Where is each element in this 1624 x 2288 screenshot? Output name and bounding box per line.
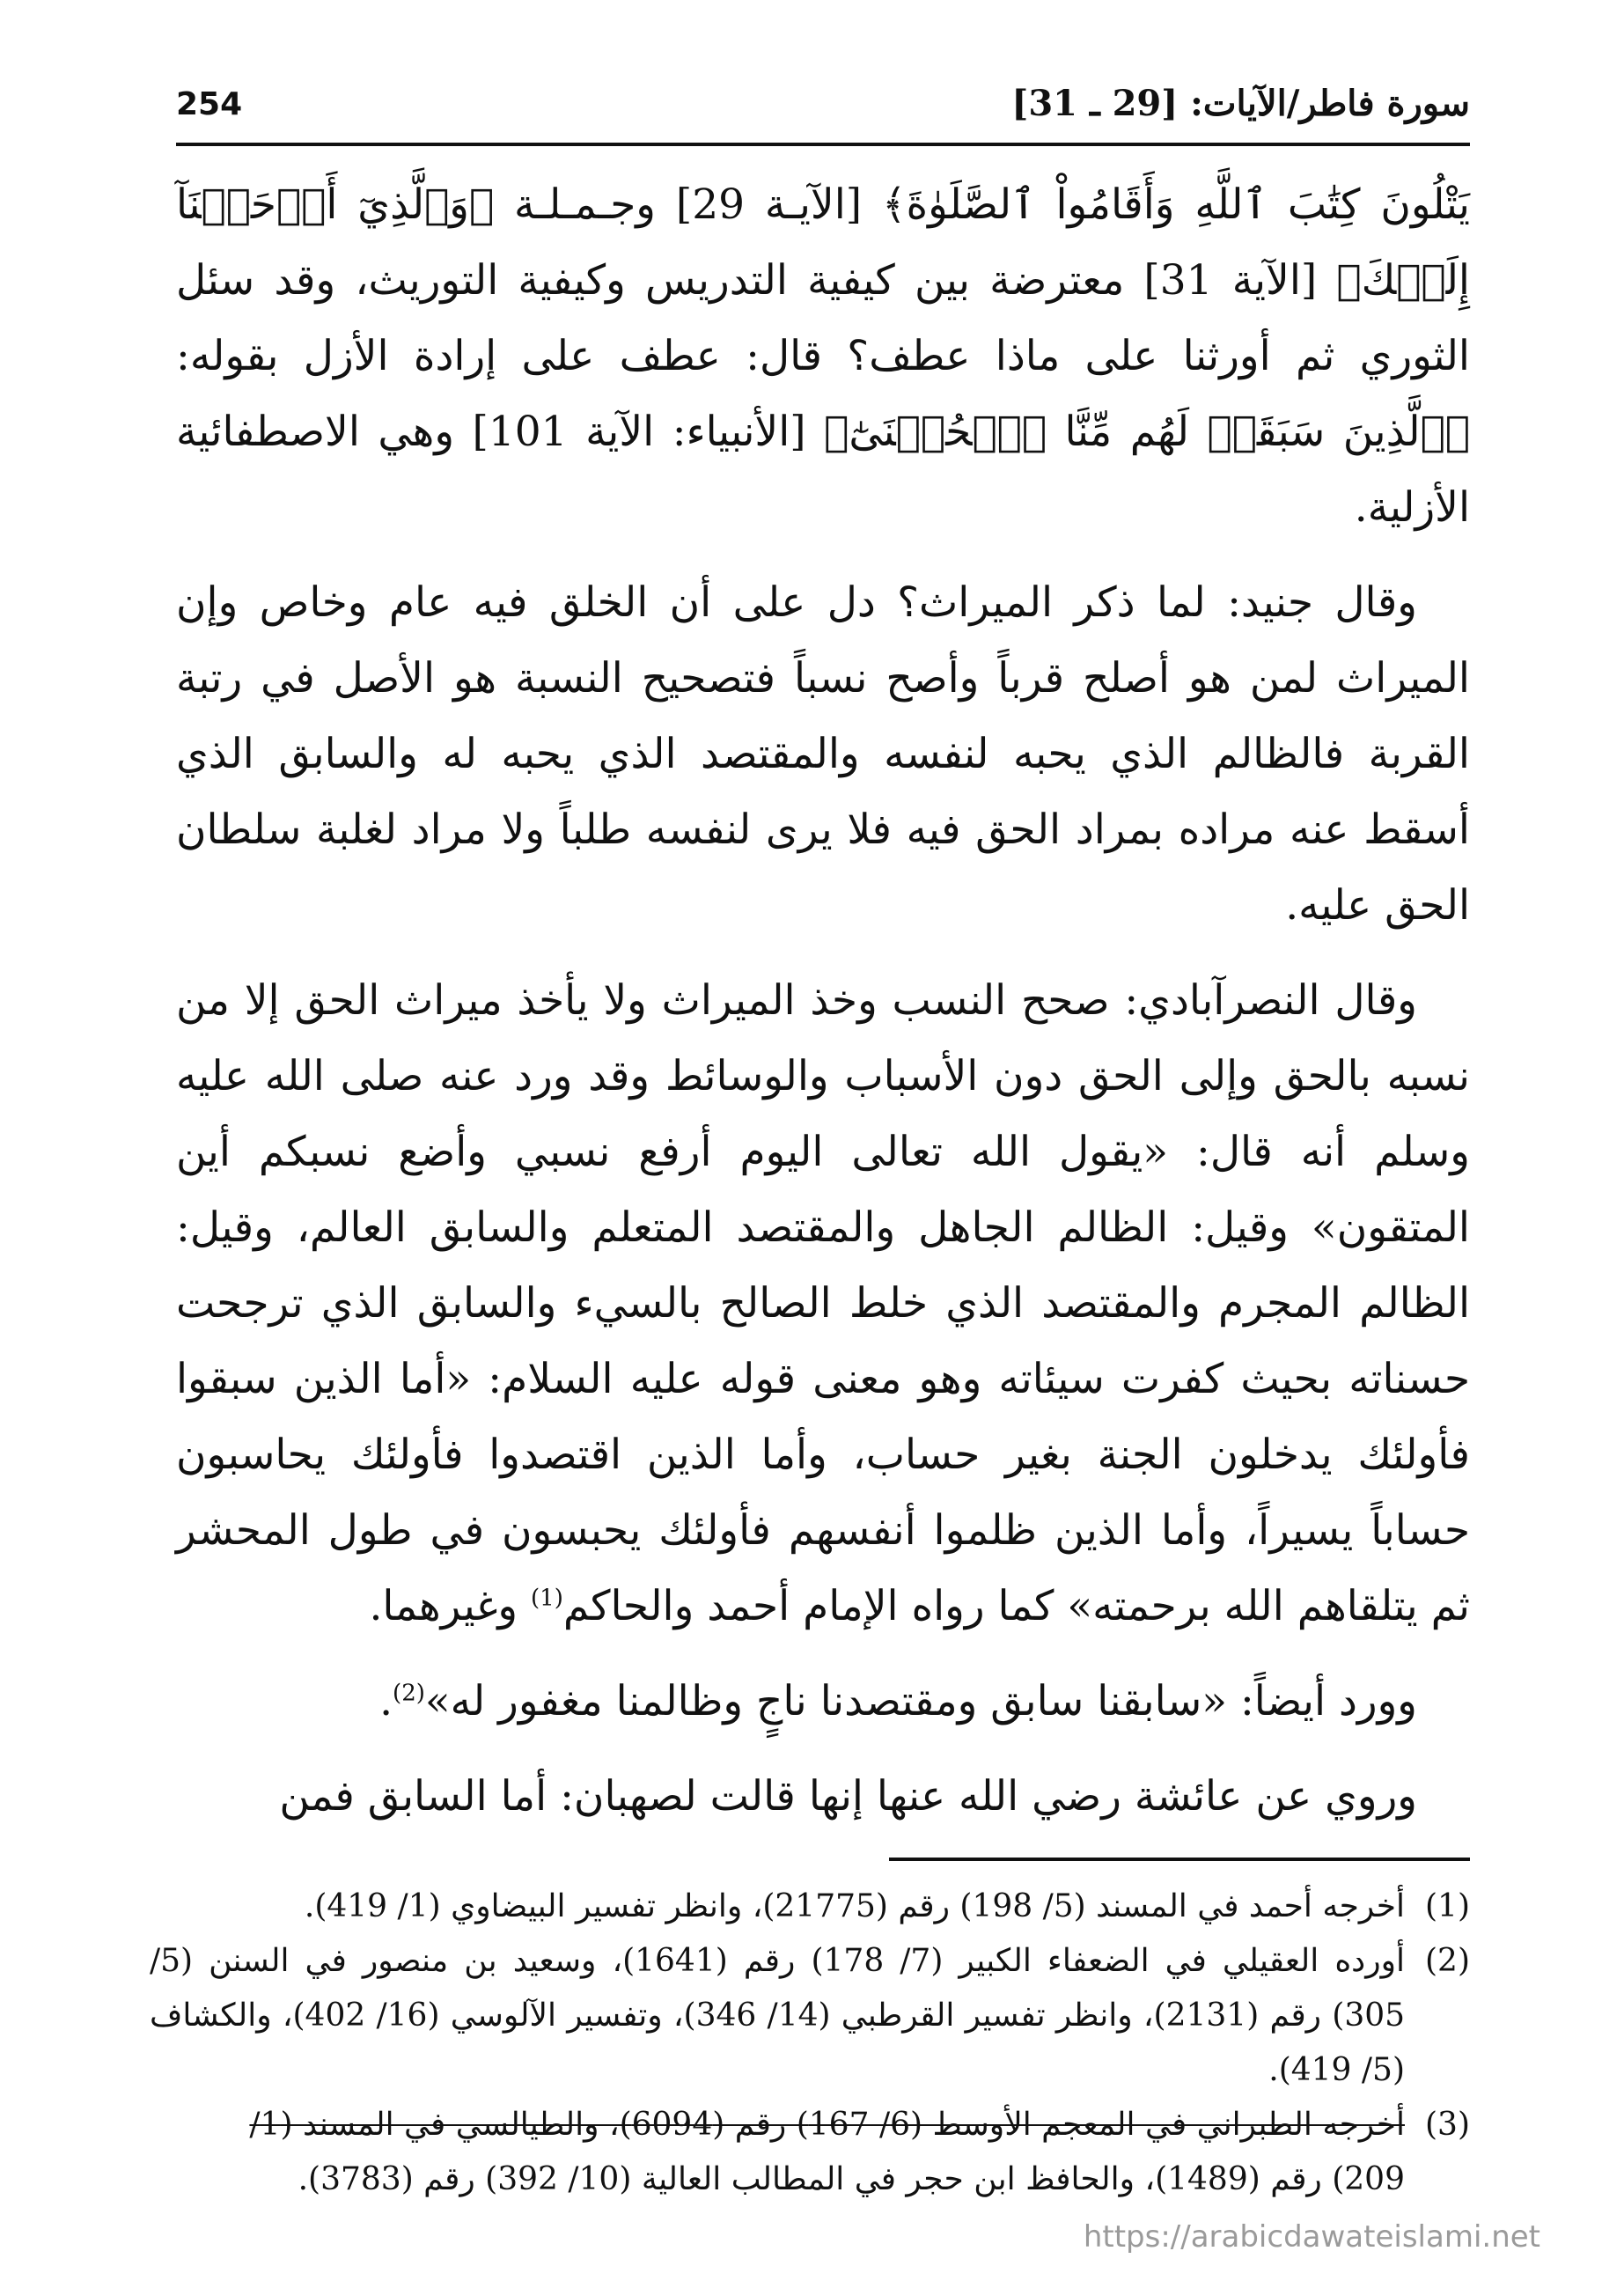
paragraph-2: وقال جنيد: لما ذكر الميراث؟ دل على أن الخلق فيه عام وخاص وإن الميراث لمن هو أصلح قرباً وأصح نسباً فتصحيح النسبة هو الأصل في رتبة القربة فالظالم الذي يحبه لنفسه والمقتصد الذي يحبه له والسابق الذي أسقط عنه مراده بمراد الحق فيه فلا يرى لنفسه طلباً ولا مراد لغلبة سلطان الحق عليه.	[176, 578, 1470, 930]
paragraph-4-text: وورد أيضاً: «سابقنا سابق ومقتصدنا ناجٍ وظالمنا مغفور له»	[424, 1677, 1417, 1725]
paragraph-4-tail: .	[379, 1677, 393, 1725]
footnote-3	[150, 2098, 1470, 2207]
footnote-3-line-2: 209) رقم (1489)، والحافظ ابن حجر في المطالب العالية (10/ 392) رقم (3783).	[298, 2161, 1405, 2197]
footnote-number: (3)	[1425, 2107, 1470, 2143]
footnote-3-line-1: أخرجه الطبراني في المعجم الأوسط (6/ 167) رقم (6094)، والطيالسي في المسند (1/	[249, 2107, 1405, 2143]
watermark-url: https://arabicdawateislami.net	[1083, 2219, 1540, 2255]
paragraph-3	[176, 963, 1470, 1644]
chapter-title: سورة فاطر/الآيات: [29 ـ 31]	[1011, 83, 1470, 124]
footnote-text: أورده العقيلي في الضعفاء الكبير (7/ 178) رقم (1641)، وسعيد بن منصور في السنن (5/ 305) رقم (2131)، وانظر تفسير القرطبي (14/ 346)، وتفسير الآلوسي (16/ 402)، والكشاف (5/ 419).	[150, 1943, 1406, 2088]
footnote-ref-2[interactable]: (2)	[393, 1680, 425, 1707]
footnote-2	[150, 1934, 1470, 2098]
paragraph-1: يَتْلُونَ كِتَٰبَ ٱللَّهِ وَأَقَامُواْ ٱلصَّلَوٰةَ﴾ [الآيـة 29] وجـمـلـة ﴿وَٱلَّذِيٓ أَوۡحَيۡنَآ إِلَيۡكَ﴾ [الآية 31] معترضة بين كيفية التدريس وكيفية التوريث، وقد سئل الثوري ثم أورثنا على ماذا عطف؟ قال: عطف على إرادة الأزل بقوله: ﴿ٱلَّذِينَ سَبَقَتۡ لَهُم مِّنَّا ٱلۡحُسۡنَىٰٓ﴾ [الأنبياء: الآية 101] وهي الاصطفائية الأزلية.	[176, 180, 1470, 532]
page-number: 254	[176, 86, 243, 122]
paragraph-3-text: وقال النصرآبادي: صحح النسب وخذ الميراث ولا يأخذ ميراث الحق إلا من نسبه بالحق وإلى الحق دون الأسباب والوسائط وقد ورد عنه صلى الله عليه وسلم أنه قال: «يقول الله تعالى اليوم أرفع نسبي وأضع نسبكم أين المتقون» وقيل: الظالم الجاهل والمقتصد المتعلم والسابق العالم، وقيل: الظالم المجرم والمقتصد الذي خلط الصالح بالسيء والسابق الذي ترجحت حسناته بحيث كفرت سيئاته وهو معنى قوله عليه السلام: «أما الذين سبقوا فأولئك يدخلون الجنة بغير حساب، وأما الذين اقتصدوا فأولئك يحاسبون حساباً يسيراً، وأما الذين ظلموا أنفسهم فأولئك يحبسون في طول المحشر ثم يتلقاهم الله برحمته» كما رواه الإمام أحمد والحاكم	[176, 976, 1470, 1630]
footnote-divider	[889, 1858, 1470, 1861]
footnote-number: (2)	[1425, 1943, 1470, 1979]
paragraph-4	[176, 1664, 1470, 1740]
footnote-ref-1[interactable]: (1)	[531, 1585, 563, 1612]
footnote-text: أخرجه أحمد في المسند (5/ 198) رقم (21775)، وانظر تفسير البيضاوي (1/ 419).	[304, 1888, 1405, 1924]
main-text	[176, 167, 1470, 1854]
paragraph-5: وروي عن عائشة رضي الله عنها إنها قالت لصهبان: أما السابق فمن	[279, 1772, 1417, 1821]
footnotes	[150, 1880, 1470, 2207]
footnote-1	[150, 1880, 1470, 1934]
footnote-number: (1)	[1425, 1888, 1470, 1924]
paragraph-3-tail: وغيرهما.	[369, 1582, 532, 1630]
footnote-text	[150, 2098, 1405, 2207]
running-head	[176, 81, 1470, 146]
